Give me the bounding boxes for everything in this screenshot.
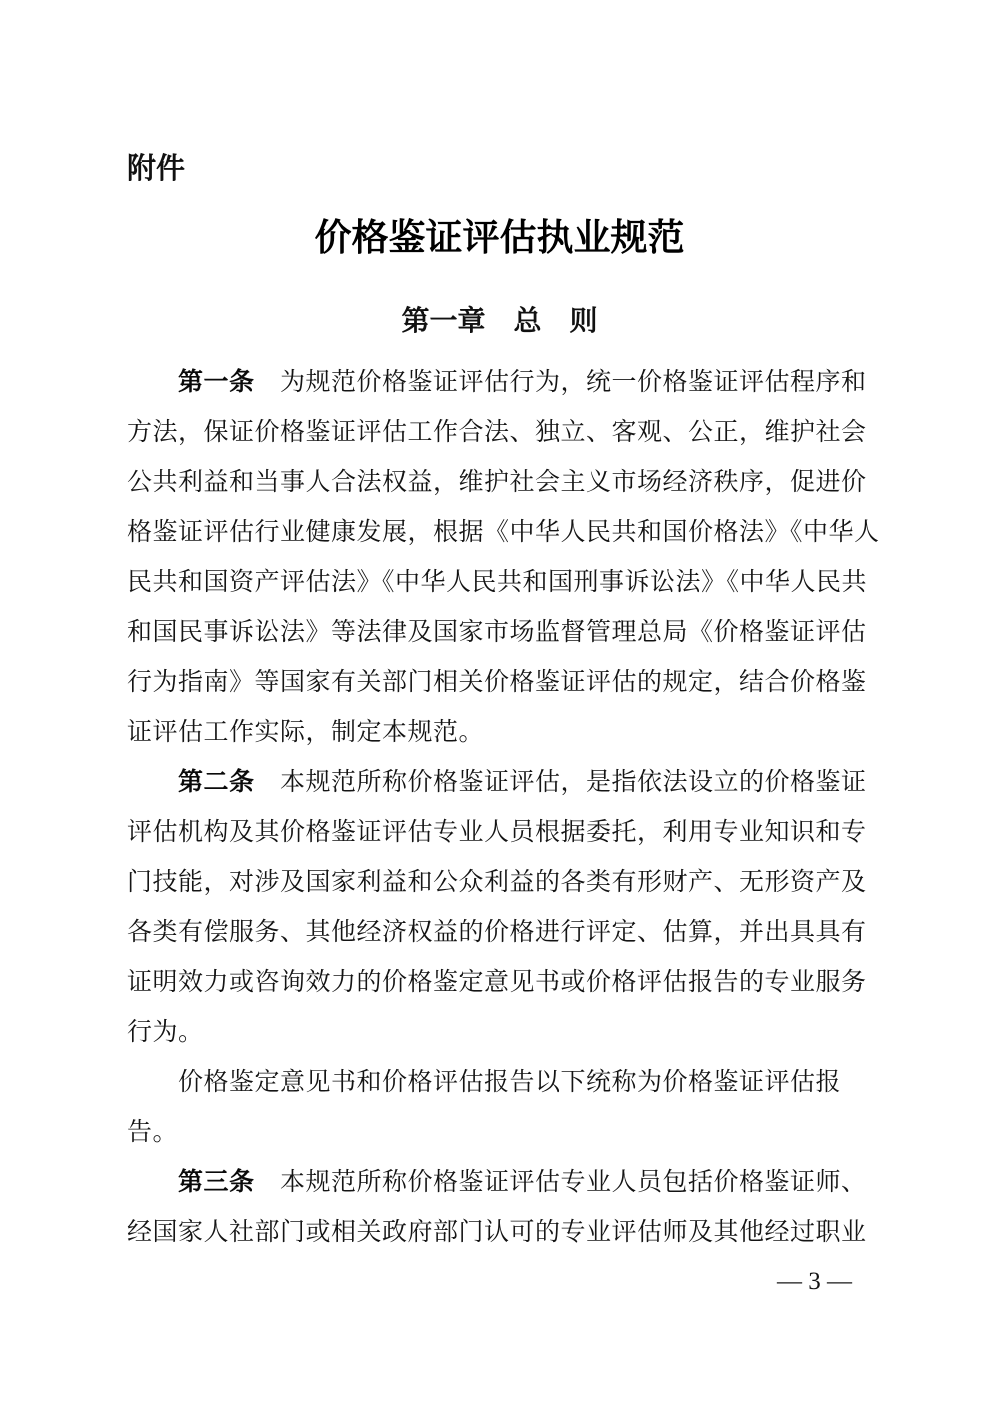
body-line-text: 格鉴证评估行业健康发展，根据《中华人民共和国价格法》《中华人 — [127, 519, 880, 546]
article-number: 第三条 — [178, 1169, 255, 1196]
body-line — [127, 1158, 872, 1208]
body-line-text: 各类有偿服务、其他经济权益的价格进行评定、估算，并出具具有 — [127, 919, 867, 946]
attachment-label: 附件 — [127, 153, 186, 185]
body-line-text: 行为。 — [127, 1019, 204, 1046]
body-line — [127, 1208, 872, 1258]
body-line — [127, 1108, 872, 1158]
body-line-text: 证评估工作实际，制定本规范。 — [127, 719, 485, 746]
body-line — [127, 558, 872, 608]
body-line — [127, 908, 872, 958]
body-line — [127, 1008, 872, 1058]
body-line-text: 为规范价格鉴证评估行为，统一价格鉴证评估程序和 — [254, 369, 867, 396]
article-number: 第一条 — [178, 369, 255, 396]
body-line — [127, 858, 872, 908]
body-line-text: 公共利益和当事人合法权益，维护社会主义市场经济秩序，促进价 — [127, 469, 867, 496]
body-line-text: 民共和国资产评估法》《中华人民共和国刑事诉讼法》《中华人民共 — [127, 569, 868, 596]
body-line-text: 行为指南》等国家有关部门相关价格鉴证评估的规定，结合价格鉴 — [127, 669, 867, 696]
body-line — [127, 608, 872, 658]
body-line — [127, 1058, 872, 1108]
body-line-text: 本规范所称价格鉴证评估，是指依法设立的价格鉴证 — [254, 769, 867, 796]
body-line-text: 本规范所称价格鉴证评估专业人员包括价格鉴证师、 — [254, 1169, 867, 1196]
body-line-text: 经国家人社部门或相关政府部门认可的专业评估师及其他经过职业 — [127, 1219, 867, 1246]
body-line — [127, 658, 872, 708]
body-line — [127, 358, 872, 408]
body-line-text: 告。 — [127, 1119, 179, 1146]
body-line — [127, 458, 872, 508]
body-line — [127, 958, 872, 1008]
body-line — [127, 408, 872, 458]
body-line-text: 价格鉴定意见书和价格评估报告以下统称为价格鉴证评估报 — [178, 1069, 842, 1096]
article-number: 第二条 — [178, 769, 255, 796]
body-line-text: 方法，保证价格鉴证评估工作合法、独立、客观、公正，维护社会 — [127, 419, 867, 446]
chapter-heading: 第一章 总 则 — [401, 305, 598, 336]
body-line-text: 评估机构及其价格鉴证评估专业人员根据委托，利用专业知识和专 — [127, 819, 867, 846]
document-title: 价格鉴证评估执业规范 — [314, 218, 685, 259]
body-line-text: 证明效力或咨询效力的价格鉴定意见书或价格评估报告的专业服务 — [127, 969, 867, 996]
page-content — [127, 150, 880, 1298]
body-line — [127, 708, 872, 758]
page-number: — 3 — — [777, 1268, 852, 1295]
body-line — [127, 808, 872, 858]
body-line-text: 和国民事诉讼法》等法律及国家市场监督管理总局《价格鉴证评估 — [127, 619, 867, 646]
body-line — [127, 758, 872, 808]
document-body — [127, 358, 880, 1258]
body-line — [127, 508, 880, 558]
body-line-text: 门技能，对涉及国家利益和公众利益的各类有形财产、无形资产及 — [127, 869, 867, 896]
